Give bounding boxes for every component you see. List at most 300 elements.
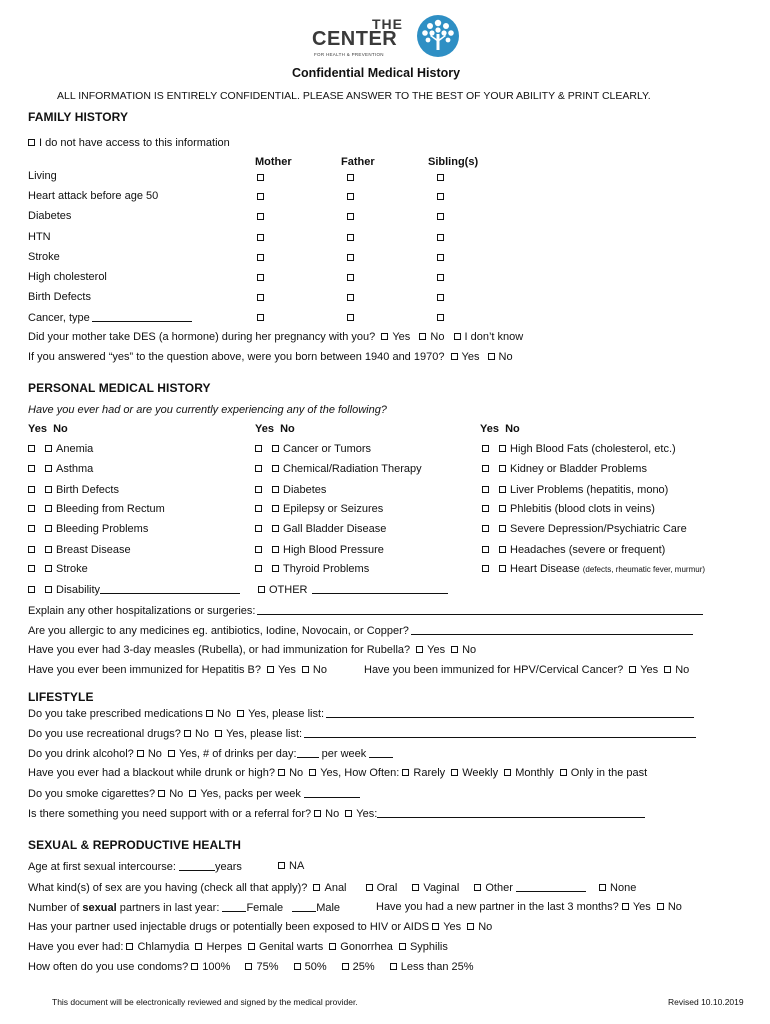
checkbox[interactable] <box>399 943 406 950</box>
measles-question <box>28 644 476 656</box>
condition-item[interactable] <box>255 563 369 575</box>
checkbox[interactable] <box>28 505 35 512</box>
checkbox[interactable] <box>255 445 262 452</box>
checkbox[interactable] <box>272 465 279 472</box>
checkbox[interactable] <box>499 505 506 512</box>
label-text: Do you take prescribed medications <box>28 708 203 720</box>
label-text: (defects, rheumatic fever, murmur) <box>582 565 706 574</box>
family-row-label <box>28 311 192 324</box>
checkbox[interactable] <box>272 546 279 553</box>
family-row-label: Heart attack before age 50 <box>28 190 159 202</box>
label-text: sexual <box>82 902 117 914</box>
label-text: Headaches (severe or frequent) <box>510 544 666 556</box>
label-text: High Blood Pressure <box>283 544 384 556</box>
checkbox[interactable] <box>329 943 336 950</box>
label-text: No <box>325 808 340 820</box>
checkbox[interactable] <box>629 666 636 673</box>
label-text: Heart Disease <box>510 563 580 575</box>
footer-note: This document will be electronically reviewed and signed by the medical provider. <box>52 997 358 1007</box>
checkbox[interactable] <box>191 963 198 970</box>
fill-in-line[interactable] <box>100 583 240 594</box>
checkbox[interactable] <box>257 213 264 220</box>
fill-in-line[interactable] <box>292 901 316 912</box>
condition-item[interactable] <box>482 544 665 556</box>
label-text: High Blood Fats (cholesterol, etc.) <box>510 443 676 455</box>
condition-item[interactable] <box>255 523 386 535</box>
sti-history-question <box>28 941 448 953</box>
injectable-question <box>28 921 492 933</box>
checkbox[interactable] <box>482 486 489 493</box>
checkbox[interactable] <box>402 769 409 776</box>
label-text: Have you been immunized for HPV/Cervical Cancer? <box>364 664 624 676</box>
condition-item[interactable] <box>28 463 93 475</box>
fill-in-line[interactable] <box>377 807 645 818</box>
lifestyle-heading: LIFESTYLE <box>28 690 94 704</box>
label-text: Yes <box>632 901 651 913</box>
label-text: Cancer, type <box>28 312 90 324</box>
label-text: Male <box>316 902 341 914</box>
label-text: 100% <box>202 961 231 973</box>
family-row-label: Stroke <box>28 251 60 263</box>
checkbox[interactable] <box>437 234 444 241</box>
checkbox[interactable] <box>474 884 481 891</box>
label-text: Genital warts <box>259 941 324 953</box>
condition-item[interactable] <box>28 484 119 496</box>
label-text: Oral <box>376 882 398 894</box>
label-text: partners in last year: <box>116 902 220 914</box>
label-text: Birth Defects <box>56 484 119 496</box>
condition-item[interactable] <box>255 484 326 496</box>
checkbox[interactable] <box>499 465 506 472</box>
condition-item[interactable] <box>482 563 705 575</box>
personal-history-heading: PERSONAL MEDICAL HISTORY <box>28 381 211 395</box>
label-text: Number of <box>28 902 83 914</box>
label-text: years <box>215 861 242 873</box>
label-text: No <box>675 664 690 676</box>
checkbox[interactable] <box>467 923 474 930</box>
hpv-question <box>364 664 689 676</box>
label-text: None <box>610 882 637 894</box>
checkbox[interactable] <box>499 565 506 572</box>
label-text: Have you ever had a blackout while drunk or high? <box>28 767 276 779</box>
checkbox[interactable] <box>302 666 309 673</box>
family-row-label: HTN <box>28 231 51 243</box>
label-text: 25% <box>352 961 375 973</box>
label-text: Yes <box>461 351 480 363</box>
fill-in-line[interactable] <box>297 747 319 758</box>
checkbox[interactable] <box>499 445 506 452</box>
checkbox[interactable] <box>206 710 213 717</box>
label-text: Have you ever been immunized for Hepatitis B? <box>28 664 261 676</box>
fill-in-line[interactable] <box>304 727 696 738</box>
checkbox[interactable] <box>347 274 354 281</box>
checkbox[interactable] <box>257 174 264 181</box>
label-text: NA <box>289 860 305 872</box>
label-text: Female <box>246 902 284 914</box>
label-text: Do you smoke cigarettes? <box>28 788 156 800</box>
checkbox[interactable] <box>28 486 35 493</box>
label-text: No <box>498 351 513 363</box>
label-text: No <box>194 728 209 740</box>
checkbox[interactable] <box>499 546 506 553</box>
checkbox[interactable] <box>257 234 264 241</box>
label-text: Have you had a new partner in the last 3 months? <box>376 901 619 913</box>
fill-in-line[interactable] <box>257 604 703 615</box>
blackout-question <box>28 767 647 779</box>
label-text: No <box>147 748 162 760</box>
col-siblings: Sibling(s) <box>428 156 479 168</box>
checkbox[interactable] <box>482 525 489 532</box>
checkbox[interactable] <box>504 769 511 776</box>
label-text: Less than 25% <box>400 961 474 973</box>
label-text: Liver Problems (hepatitis, mono) <box>510 484 669 496</box>
logo <box>310 14 470 60</box>
checkbox[interactable] <box>345 810 352 817</box>
label-text: Explain any other hospitalizations or surgeries: <box>28 605 256 617</box>
label-text: Syphilis <box>409 941 448 953</box>
checkbox[interactable] <box>437 193 444 200</box>
label-text: Thyroid Problems <box>283 563 370 575</box>
hospitalizations-question <box>28 604 703 617</box>
checkbox[interactable] <box>482 505 489 512</box>
checkbox[interactable] <box>158 790 165 797</box>
label-text: Kidney or Bladder Problems <box>510 463 647 475</box>
checkbox[interactable] <box>314 810 321 817</box>
checkbox[interactable] <box>454 333 461 340</box>
label-text: Yes <box>392 331 411 343</box>
checkbox[interactable] <box>255 546 262 553</box>
checkbox[interactable] <box>28 465 35 472</box>
label-text: Only in the past <box>570 767 648 779</box>
condition-item[interactable] <box>255 443 371 455</box>
label-text: Other <box>485 882 513 894</box>
label-text: Vaginal <box>423 882 460 894</box>
checkbox[interactable] <box>499 486 506 493</box>
born-question <box>28 351 513 363</box>
form-title: Confidential Medical History <box>292 66 461 80</box>
checkbox[interactable] <box>272 486 279 493</box>
label-text: Asthma <box>56 463 94 475</box>
cancer-type-field[interactable] <box>92 311 192 322</box>
checkbox[interactable] <box>381 333 388 340</box>
fill-in-line[interactable] <box>411 624 693 635</box>
label-text: Have you ever had: <box>28 941 124 953</box>
checkbox[interactable] <box>313 884 320 891</box>
condition-item[interactable] <box>255 503 383 515</box>
checkbox[interactable] <box>451 353 458 360</box>
sexual-health-heading: SEXUAL & REPRODUCTIVE HEALTH <box>28 838 242 852</box>
checkbox[interactable] <box>499 525 506 532</box>
label-text: 75% <box>256 961 279 973</box>
checkbox[interactable] <box>347 294 354 301</box>
checkbox[interactable] <box>482 465 489 472</box>
checkbox[interactable] <box>255 505 262 512</box>
checkbox[interactable] <box>28 586 35 593</box>
checkbox[interactable] <box>255 465 262 472</box>
fill-in-line[interactable] <box>326 707 694 718</box>
checkbox[interactable] <box>437 294 444 301</box>
label-text: Are you allergic to any medicines eg. antibiotics, Iodine, Novocain, or Copper? <box>28 625 409 637</box>
checkbox[interactable] <box>258 586 265 593</box>
fill-in-line[interactable] <box>304 787 360 798</box>
label-text: Herpes <box>206 941 242 953</box>
label-text: Yes, packs per week <box>200 788 301 800</box>
label-text: I do not have access to this information <box>39 137 230 149</box>
label-text: Yes <box>443 921 462 933</box>
checkbox[interactable] <box>45 486 52 493</box>
checkbox[interactable] <box>28 525 35 532</box>
checkbox[interactable] <box>560 769 567 776</box>
checkbox[interactable] <box>168 750 175 757</box>
checkbox[interactable] <box>347 254 354 261</box>
label-text: per week <box>321 748 367 760</box>
condition-item[interactable] <box>28 523 148 535</box>
yes-no-header: Yes No <box>28 423 68 435</box>
checkbox[interactable] <box>347 193 354 200</box>
condition-item[interactable] <box>255 544 384 556</box>
checkbox[interactable] <box>195 943 202 950</box>
label-text: Bleeding from Rectum <box>56 503 165 515</box>
checkbox[interactable] <box>309 769 316 776</box>
checkbox[interactable] <box>419 333 426 340</box>
family-history-heading: FAMILY HISTORY <box>28 110 129 124</box>
checkbox[interactable] <box>272 565 279 572</box>
confidential-notice: ALL INFORMATION IS ENTIRELY CONFIDENTIAL. PLEASE ANSWER TO THE BEST OF YOUR ABILITY & PRINT CLEARLY. <box>57 90 651 102</box>
checkbox[interactable] <box>28 565 35 572</box>
checkbox[interactable] <box>255 486 262 493</box>
label-text: Chemical/Radiation Therapy <box>283 463 422 475</box>
checkbox[interactable] <box>622 903 629 910</box>
label-text: Anemia <box>56 443 94 455</box>
first-intercourse-question <box>28 860 242 873</box>
label-text: Age at first sexual intercourse: <box>28 861 176 873</box>
checkbox[interactable] <box>437 314 444 321</box>
support-question <box>28 807 645 820</box>
label-text: Yes: <box>356 808 378 820</box>
label-text: No <box>462 644 477 656</box>
checkbox[interactable] <box>184 730 191 737</box>
label-text: Do you drink alcohol? <box>28 748 134 760</box>
no-access-option[interactable] <box>28 137 230 149</box>
checkbox[interactable] <box>278 769 285 776</box>
revision-date: Revised 10.10.2019 <box>668 997 744 1007</box>
yes-no-header: Yes No <box>480 423 520 435</box>
label-text: No <box>289 767 304 779</box>
new-partner-question <box>376 901 682 913</box>
alcohol-question <box>28 747 393 760</box>
checkbox[interactable] <box>272 505 279 512</box>
logo-tagline: FOR HEALTH & PREVENTION <box>314 52 384 57</box>
label-text: If you answered “yes” to the question above, were you born between 1940 and 1970? <box>28 351 445 363</box>
checkbox[interactable] <box>342 963 349 970</box>
logo-the: THE <box>372 16 403 32</box>
checkbox[interactable] <box>45 546 52 553</box>
checkbox[interactable] <box>126 943 133 950</box>
checkbox[interactable] <box>451 769 458 776</box>
label-text: Yes <box>427 644 446 656</box>
col-father: Father <box>341 156 375 168</box>
checkbox[interactable] <box>257 314 264 321</box>
label-text: Epilepsy or Seizures <box>283 503 384 515</box>
condition-item[interactable] <box>482 463 647 475</box>
label-text: Has your partner used injectable drugs or potentially been exposed to HIV or AIDS <box>28 921 430 933</box>
checkbox[interactable] <box>432 923 439 930</box>
checkbox[interactable] <box>482 445 489 452</box>
checkbox[interactable] <box>657 903 664 910</box>
checkbox[interactable] <box>488 353 495 360</box>
label-text: No <box>312 664 327 676</box>
checkbox[interactable] <box>257 254 264 261</box>
checkbox[interactable] <box>664 666 671 673</box>
label-text: Did your mother take DES (a hormone) during her pregnancy with you? <box>28 331 376 343</box>
checkbox[interactable] <box>189 790 196 797</box>
checkbox[interactable] <box>437 274 444 281</box>
label-text: OTHER <box>269 584 308 596</box>
condition-item[interactable] <box>28 583 240 596</box>
label-text: Breast Disease <box>56 544 131 556</box>
label-text: Diabetes <box>283 484 327 496</box>
label-text: Yes <box>277 664 296 676</box>
checkbox[interactable] <box>416 646 423 653</box>
family-row-label: High cholesterol <box>28 271 107 283</box>
checkbox[interactable] <box>257 274 264 281</box>
label-text: Anal <box>324 882 347 894</box>
family-row-label: Living <box>28 170 57 182</box>
checkbox[interactable] <box>248 943 255 950</box>
checkbox[interactable] <box>347 234 354 241</box>
smoke-question <box>28 787 360 800</box>
partners-question <box>28 901 340 914</box>
checkbox[interactable] <box>294 963 301 970</box>
checkbox[interactable] <box>267 666 274 673</box>
des-question <box>28 331 523 343</box>
checkbox[interactable] <box>245 963 252 970</box>
checkbox[interactable] <box>366 884 373 891</box>
label-text: Gonorrhea <box>340 941 393 953</box>
label-text: Yes, please list: <box>226 728 303 740</box>
checkbox[interactable] <box>272 445 279 452</box>
checkbox[interactable] <box>412 884 419 891</box>
col-mother: Mother <box>255 156 292 168</box>
checkbox[interactable] <box>347 213 354 220</box>
checkbox[interactable] <box>137 750 144 757</box>
condition-item[interactable] <box>482 503 655 515</box>
checkbox[interactable] <box>482 546 489 553</box>
label-text: Chlamydia <box>137 941 190 953</box>
checkbox[interactable] <box>28 139 35 146</box>
label-text: Severe Depression/Psychiatric Care <box>510 523 687 535</box>
fill-in-line[interactable] <box>179 860 215 871</box>
label-text: Yes, # of drinks per day: <box>178 748 297 760</box>
condition-item[interactable] <box>28 503 165 515</box>
checkbox[interactable] <box>257 193 264 200</box>
label-text: Do you use recreational drugs? <box>28 728 181 740</box>
checkbox[interactable] <box>390 963 397 970</box>
label-text: Have you ever had 3-day measles (Rubella), or had immunization for Rubella? <box>28 644 411 656</box>
label-text: Stroke <box>56 563 88 575</box>
label-text: Is there something you need support with or a referral for? <box>28 808 312 820</box>
checkbox[interactable] <box>255 565 262 572</box>
condition-item[interactable] <box>482 484 668 496</box>
label-text: Weekly <box>462 767 499 779</box>
condition-item[interactable] <box>258 583 448 596</box>
label-text: No <box>667 901 682 913</box>
condom-question <box>28 961 474 973</box>
label-text: What kind(s) of sex are you having (check all that apply)? <box>28 882 308 894</box>
checkbox[interactable] <box>45 565 52 572</box>
label-text: Gall Bladder Disease <box>283 523 387 535</box>
label-text: Rarely <box>413 767 446 779</box>
yes-no-header: Yes No <box>255 423 295 435</box>
checkbox[interactable] <box>45 465 52 472</box>
fill-in-line[interactable] <box>516 881 586 892</box>
checkbox[interactable] <box>437 213 444 220</box>
checkbox[interactable] <box>215 730 222 737</box>
checkbox[interactable] <box>257 294 264 301</box>
medications-question <box>28 707 694 720</box>
condition-item[interactable] <box>482 523 687 535</box>
checkbox[interactable] <box>28 445 35 452</box>
label-text: No <box>478 921 493 933</box>
fill-in-line[interactable] <box>369 747 393 758</box>
checkbox[interactable] <box>45 586 52 593</box>
condition-item[interactable] <box>28 443 93 455</box>
checkbox[interactable] <box>347 314 354 321</box>
checkbox[interactable] <box>599 884 606 891</box>
label-text: Yes, How Often: <box>320 767 400 779</box>
checkbox[interactable] <box>451 646 458 653</box>
checkbox[interactable] <box>237 710 244 717</box>
checkbox[interactable] <box>437 174 444 181</box>
condition-item[interactable] <box>255 463 422 475</box>
condition-item[interactable] <box>28 563 88 575</box>
checkbox[interactable] <box>272 525 279 532</box>
tree-logo-icon <box>416 14 460 58</box>
checkbox[interactable] <box>28 546 35 553</box>
checkbox[interactable] <box>278 862 285 869</box>
checkbox[interactable] <box>437 254 444 261</box>
label-text: Yes <box>640 664 659 676</box>
label-text: Bleeding Problems <box>56 523 149 535</box>
checkbox[interactable] <box>482 565 489 572</box>
label-text: Cancer or Tumors <box>283 443 372 455</box>
label-text: How often do you use condoms? <box>28 961 189 973</box>
sex-kinds-question <box>28 881 636 894</box>
logo-center: CENTER <box>312 28 398 50</box>
fill-in-line[interactable] <box>312 583 448 594</box>
na-option[interactable] <box>278 860 304 872</box>
fill-in-line[interactable] <box>222 901 246 912</box>
label-text: No <box>169 788 184 800</box>
checkbox[interactable] <box>45 505 52 512</box>
label-text: No <box>216 708 231 720</box>
allergy-question <box>28 624 693 637</box>
personal-question: Have you ever had or are you currently experiencing any of the following? <box>28 404 387 416</box>
drugs-question <box>28 727 696 740</box>
checkbox[interactable] <box>45 525 52 532</box>
family-row-label: Birth Defects <box>28 291 91 303</box>
hepb-question <box>28 664 327 676</box>
checkbox[interactable] <box>45 445 52 452</box>
checkbox[interactable] <box>255 525 262 532</box>
label-text: Disability <box>56 584 101 596</box>
label-text: 50% <box>304 961 327 973</box>
condition-item[interactable] <box>482 443 676 455</box>
checkbox[interactable] <box>347 174 354 181</box>
label-text: Monthly <box>515 767 554 779</box>
condition-item[interactable] <box>28 544 131 556</box>
label-text: Yes, please list: <box>248 708 325 720</box>
